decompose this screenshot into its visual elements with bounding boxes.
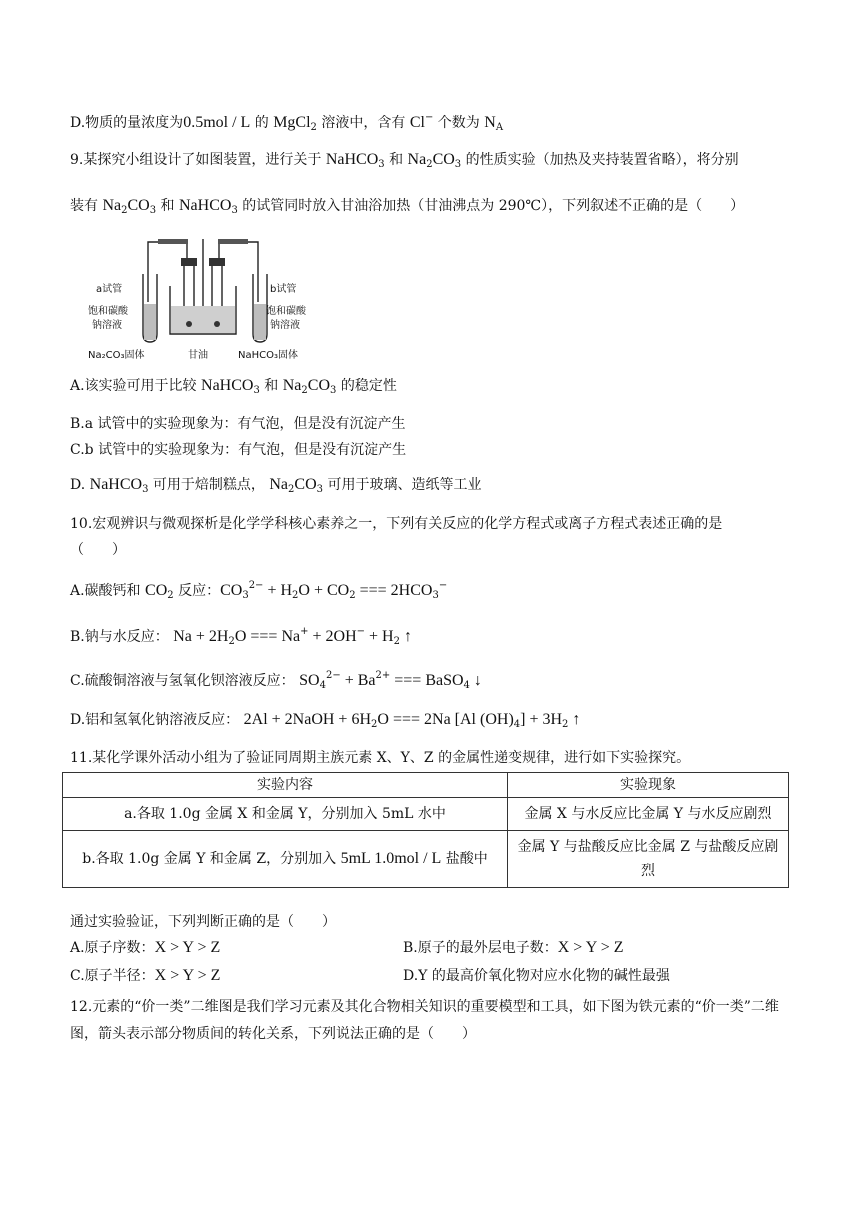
table-header-row xyxy=(63,773,789,798)
na2co3-solid-label: Na₂CO₃固体 xyxy=(88,350,145,361)
table-cell-content: a.各取 1.0g 金属 X 和金属 Y，分别加入 5mL 水中 xyxy=(63,798,508,831)
b-tube-label: b试管 xyxy=(270,284,297,295)
q10-option-c: C.硫酸铜溶液与氢氧化钡溶液反应： $SO_4^{2-} + Ba^{2+}$ === BaSO$_4$ ↓ xyxy=(70,670,482,691)
q11-stem: 11.某化学课外活动小组为了验证同周期主族元素 X、Y、Z 的金属性递变规律，进行如下实验探究。 xyxy=(70,750,691,766)
q11-option-a: A.原子序数：X > Y > Z xyxy=(70,939,221,956)
q8-option-d: D.物质的量浓度为0.5mol / L 的 MgCl$_2$ 溶液中，含有 Cl− 个数为 $N_A$ xyxy=(70,112,504,133)
left-solution-label-2: 钠溶液 xyxy=(92,320,122,331)
q10-option-a: A.碳酸钙和 $CO_2$ 反应：$CO_3^{2-} + H_2O + CO_2$ === $2HCO_3^-$ xyxy=(70,580,448,601)
experiment-table xyxy=(62,772,789,888)
table-cell-result: 金属 X 与水反应比金属 Y 与水反应剧烈 xyxy=(508,798,789,831)
left-solution-label-1: 饱和碳酸 xyxy=(88,306,128,317)
table-cell-content: b.各取 1.0g 金属 Y 和金属 Z，分别加入 5mL 1.0mol / L 盐酸中 xyxy=(63,831,508,888)
q9-option-d: D. NaHCO$_3$ 可用于焙制糕点， $Na_2CO_3$ 可用于玻璃、造纸等工业 xyxy=(70,476,482,495)
q9-option-a: A.该实验可用于比较 NaHCO$_3$ 和 $Na_2CO_3$ 的稳定性 xyxy=(70,377,397,396)
table-header-content: 实验内容 xyxy=(63,773,508,798)
q9-option-b: B.a 试管中的实验现象为：有气泡，但是没有沉淀产生 xyxy=(70,416,406,432)
table-row xyxy=(63,831,789,888)
q9-option-c: C.b 试管中的实验现象为：有气泡，但是没有沉淀产生 xyxy=(70,442,407,458)
up-arrow-icon: ↑ xyxy=(568,711,581,728)
right-solution-label-1: 饱和碳酸 xyxy=(266,306,306,317)
table-row xyxy=(63,798,789,831)
glycerol-label: 甘油 xyxy=(188,350,208,361)
q9-stem-line1: 9.某探究小组设计了如图装置，进行关于 NaHCO$_3$ 和 $Na_2CO_3$ 的性质实验（加热及夹持装置省略），将分别 xyxy=(70,151,739,170)
q10-stem: 10.宏观辨识与微观探析是化学学科核心素养之一，下列有关反应的化学方程式或离子方程式表述正确的是 xyxy=(70,516,723,532)
up-arrow-icon: ↑ xyxy=(399,628,412,645)
q11-option-d: D.Y 的最高价氧化物对应水化物的碱性最强 xyxy=(403,968,670,984)
q11-after: 通过实验验证，下列判断正确的是（ ） xyxy=(70,914,336,930)
q10-option-d: D.铝和氢氧化钠溶液反应： 2Al + 2NaOH + $6H_2O$ === 2Na [Al $(OH)_4] + 3H_2$ ↑ xyxy=(70,711,581,730)
down-arrow-icon: ↓ xyxy=(469,672,482,689)
q10-paren: （ ） xyxy=(70,542,126,558)
apparatus-figure xyxy=(88,234,318,364)
q11-option-b: B.原子的最外层电子数：X > Y > Z xyxy=(403,939,624,956)
q9-stem-line2: 装有 $Na_2CO_3$ 和 NaHCO$_3$ 的试管同时放入甘油浴加热（甘油沸点为 290℃），下列叙述不正确的是（ ） xyxy=(70,197,745,216)
nahco3-solid-label: NaHCO₃固体 xyxy=(238,350,298,361)
q11-option-c: C.原子半径：X > Y > Z xyxy=(70,967,221,984)
table-cell-result: 金属 Y 与盐酸反应比金属 Z 与盐酸反应剧烈 xyxy=(508,831,789,888)
q10-option-b: B.钠与水反应： $Na + 2H_2O$ === $Na^+ + 2OH^- + H_2$ ↑ xyxy=(70,626,412,647)
right-solution-label-2: 钠溶液 xyxy=(270,320,300,331)
table-header-result: 实验现象 xyxy=(508,773,789,798)
q12-stem: 12.元素的“价一类”二维图是我们学习元素及其化合物相关知识的重要模型和工具，如下图为铁元素的“价一类”二维图，箭头表示部分物质间的转化关系，下列说法正确的是（ ） xyxy=(70,999,779,1042)
a-tube-label: a试管 xyxy=(96,284,123,295)
